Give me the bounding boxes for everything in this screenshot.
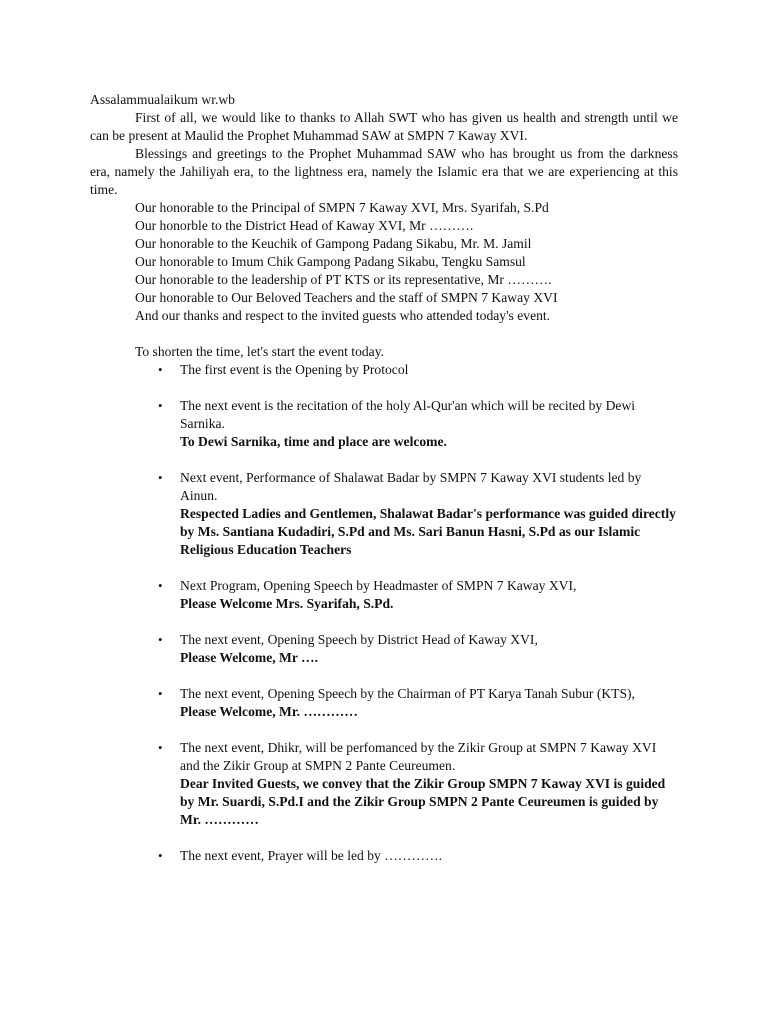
- bullet-icon: •: [158, 398, 163, 413]
- paragraph-thanks: First of all, we would like to thanks to Allah SWT who has given us health and strength until we can be present at Maulid the Prophet Muhammad SAW at SMPN 7 Kaway XVI.: [90, 110, 678, 143]
- event-item: [90, 847, 678, 865]
- bullet-icon: •: [158, 686, 163, 701]
- event-text: The next event, Opening Speech by the Chairman of PT Karya Tanah Subur (KTS),: [180, 686, 635, 701]
- event-announcement: Respected Ladies and Gentlemen, Shalawat Badar's performance was guided directly by Ms. Santiana Kudadiri, S.Pd and Ms. Sari Banun Hasni, S.Pd as our Islamic Religious Education Teachers: [180, 506, 676, 557]
- honor-line: Our honorable to the leadership of PT KTS or its representative, Mr ……….: [135, 272, 552, 287]
- event-item: [90, 577, 678, 613]
- event-text: Next Program, Opening Speech by Headmaster of SMPN 7 Kaway XVI,: [180, 578, 577, 593]
- bullet-icon: •: [158, 632, 163, 647]
- event-item: [90, 631, 678, 667]
- document-page: [90, 91, 678, 865]
- bullet-icon: •: [158, 848, 163, 863]
- event-announcement: Please Welcome Mrs. Syarifah, S.Pd.: [180, 596, 394, 611]
- event-text: The next event, Opening Speech by District Head of Kaway XVI,: [180, 632, 538, 647]
- honor-line: Our honorble to the District Head of Kaway XVI, Mr ……….: [135, 218, 474, 233]
- honor-line: Our honorable to the Keuchik of Gampong Padang Sikabu, Mr. M. Jamil: [135, 236, 532, 251]
- event-item: [90, 739, 678, 829]
- event-announcement: Dear Invited Guests, we convey that the Zikir Group SMPN 7 Kaway XVI is guided by Mr. Suardi, S.Pd.I and the Zikir Group SMPN 2 Pante Ceureumen is guided by Mr. …………: [180, 776, 666, 827]
- event-announcement: To Dewi Sarnika, time and place are welcome.: [180, 434, 447, 449]
- honor-line: Our honorable to Our Beloved Teachers and the staff of SMPN 7 Kaway XVI: [135, 290, 558, 305]
- event-item: [90, 361, 678, 379]
- event-item: [90, 397, 678, 451]
- honor-line: Our honorable to the Principal of SMPN 7 Kaway XVI, Mrs. Syarifah, S.Pd: [135, 200, 549, 215]
- event-announcement: Please Welcome, Mr. …………: [180, 704, 358, 719]
- bullet-icon: •: [158, 470, 163, 485]
- honor-line: Our honorable to Imum Chik Gampong Padang Sikabu, Tengku Samsul: [135, 254, 526, 269]
- event-item: [90, 469, 678, 559]
- event-text: The next event, Dhikr, will be perfomanced by the Zikir Group at SMPN 7 Kaway XVI and the Zikir Group at SMPN 2 Pante Ceureumen.: [180, 740, 657, 773]
- event-text: The first event is the Opening by Protocol: [180, 362, 409, 377]
- bullet-icon: •: [158, 578, 163, 593]
- event-text: Next event, Performance of Shalawat Badar by SMPN 7 Kaway XVI students led by Ainun.: [180, 470, 642, 503]
- event-text: The next event, Prayer will be led by ………….: [180, 848, 442, 863]
- bullet-icon: •: [158, 740, 163, 755]
- event-text: The next event is the recitation of the holy Al-Qur'an which will be recited by Dewi Sarnika.: [180, 398, 636, 431]
- paragraph-blessings: Blessings and greetings to the Prophet Muhammad SAW who has brought us from the darkness era, namely the Jahiliyah era, to the lightness era, namely the Islamic era that we are experiencing at this time.: [90, 146, 678, 197]
- event-item: [90, 685, 678, 721]
- bullet-icon: •: [158, 362, 163, 377]
- greeting: Assalammualaikum wr.wb: [90, 92, 235, 107]
- event-announcement: Please Welcome, Mr ….: [180, 650, 319, 665]
- honor-line: And our thanks and respect to the invited guests who attended today's event.: [135, 308, 551, 323]
- intro-line: To shorten the time, let's start the event today.: [135, 344, 385, 359]
